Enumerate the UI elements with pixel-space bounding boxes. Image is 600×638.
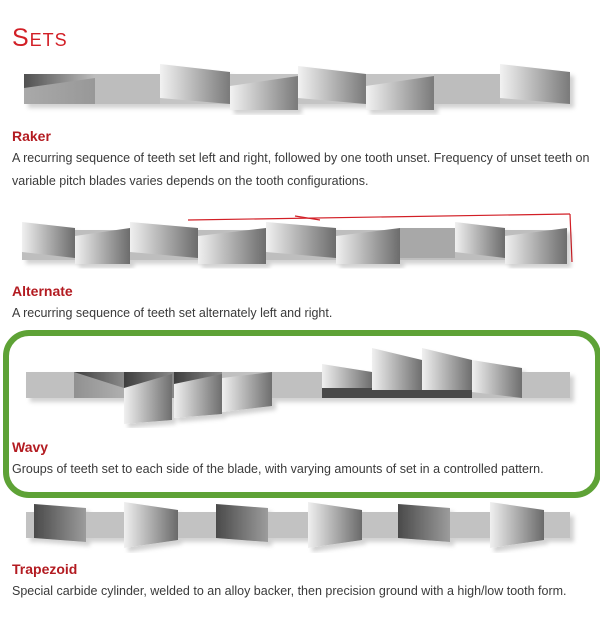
page-title: Sets (12, 24, 68, 52)
set-name-wavy: Wavy (12, 439, 49, 455)
set-description-alternate: A recurring sequence of teeth set alternately left and right. (12, 306, 333, 320)
set-description-trapezoid: Special carbide cylinder, welded to an alloy backer, then precision ground with a high/low tooth form. (12, 584, 567, 598)
set-indicator-line (570, 214, 572, 262)
set-name-alternate: Alternate (12, 283, 73, 299)
raker-diagram (0, 58, 600, 120)
set-description-wavy: Groups of teeth set to each side of the blade, with varying amounts of set in a controlled pattern. (12, 462, 544, 476)
wavy-diagram (0, 344, 600, 428)
alternate-diagram (0, 208, 600, 272)
set-description-raker: A recurring sequence of teeth set left and right, followed by one tooth unset. Frequency of unset teeth on variable pitch blades varies depends on the tooth configurations. (12, 151, 590, 188)
set-name-raker: Raker (12, 128, 51, 144)
trapezoid-diagram (0, 498, 600, 556)
set-indicator-line (188, 214, 570, 220)
set-name-trapezoid: Trapezoid (12, 561, 78, 577)
